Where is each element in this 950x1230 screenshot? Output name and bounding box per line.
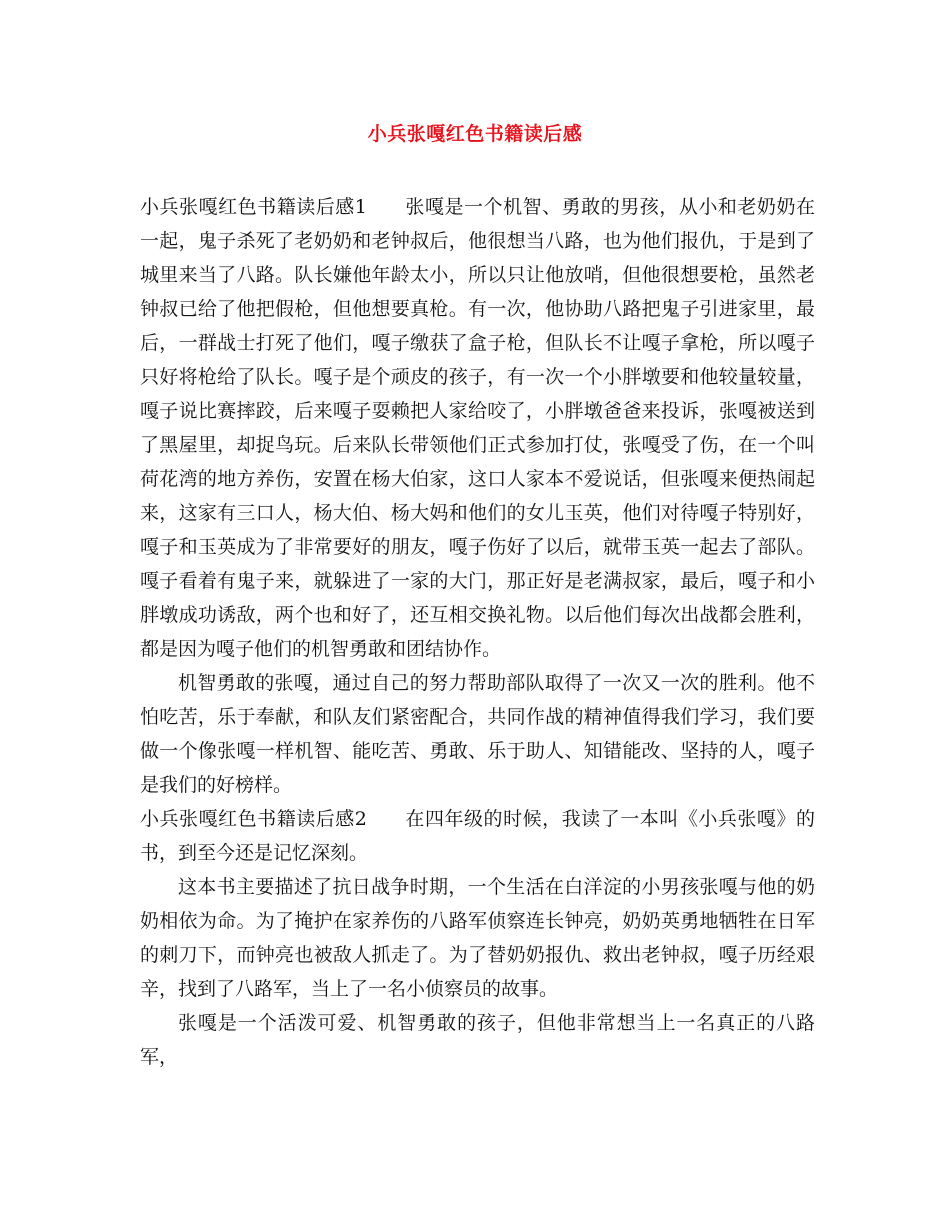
paragraph-text: 张嘎是一个活泼可爱、机智勇敢的孩子，但他非常想当上一名真正的八路军，: [140, 1012, 815, 1068]
paragraph-5: [140, 1006, 815, 1074]
paragraph-text: 这本书主要描述了抗日战争时期，一个生活在白洋淀的小男孩张嘎与他的奶奶相依为命。为了掩护在家养伤的八路军侦察连长钟亮，奶奶英勇地牺牲在日军的刺刀下，而钟亮也被敌人抓走了。为了替奶奶报仇、救出老钟叔，嘎子历经艰辛，找到了八路军，当上了一名小侦察员的故事。: [140, 876, 815, 1000]
paragraph-1: [140, 190, 815, 666]
paragraph-3: [140, 802, 815, 870]
document-title: 小兵张嘎红色书籍读后感: [367, 123, 583, 145]
paragraph-text: 机智勇敢的张嘎，通过自己的努力帮助部队取得了一次又一次的胜利。他不怕吃苦，乐于奉献，和队友们紧密配合，共同作战的精神值得我们学习，我们要做一个像张嘎一样机智、能吃苦、勇敢、乐于助人、知错能改、坚持的人，嘎子是我们的好榜样。: [140, 672, 815, 796]
paragraph-4: [140, 870, 815, 1006]
section-heading-2: 小兵张嘎红色书籍读后感2: [140, 808, 367, 830]
paragraph-text: 张嘎是一个机智、勇敢的男孩，从小和老奶奶在一起，鬼子杀死了老奶奶和老钟叔后，他很想当八路，也为他们报仇，于是到了城里来当了八路。队长嫌他年龄太小，所以只让他放哨，但他很想要枪，虽然老钟叔已给了他把假枪，但他想要真枪。有一次，他协助八路把鬼子引进家里，最后，一群战士打死了他们，嘎子缴获了盒子枪，但队长不让嘎子拿枪，所以嘎子只好将枪给了队长。嘎子是个顽皮的孩子，有一次一个小胖墩要和他较量较量，嘎子说比赛摔跤，后来嘎子耍赖把人家给咬了，小胖墩爸爸来投诉，张嘎被送到了黑屋里，却捉鸟玩。后来队长带领他们正式参加打仗，张嘎受了伤，在一个叫荷花湾的地方养伤，安置在杨大伯家，这口人家本不爱说话，但张嘎来便热闹起来，这家有三口人，杨大伯、杨大妈和他们的女儿玉英，他们对待嘎子特别好，嘎子和玉英成为了非常要好的朋友，嘎子伤好了以后，就带玉英一起去了部队。嘎子看着有鬼子来，就躲进了一家的大门，那正好是老满叔家，最后，嘎子和小胖墩成功诱敌，两个也和好了，还互相交换礼物。以后他们每次出战都会胜利，都是因为嘎子他们的机智勇敢和团结协作。: [140, 196, 815, 660]
paragraph-2: [140, 666, 815, 802]
section-heading-1: 小兵张嘎红色书籍读后感1: [140, 196, 367, 218]
paragraph-text: 在四年级的时候，我读了一本叫《小兵张嘎》的书，到至今还是记忆深刻。: [140, 808, 815, 864]
document-body: [140, 190, 815, 1074]
